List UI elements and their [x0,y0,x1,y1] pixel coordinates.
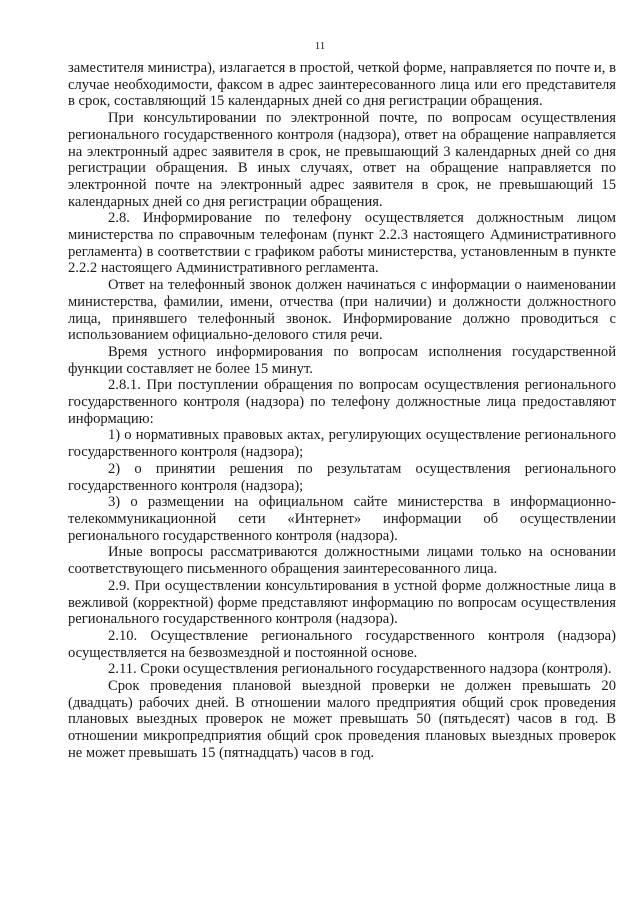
paragraph-2-10-free-basis: 2.10. Осуществление регионального государственного контроля (надзора) осуществляется на безвозмездной и постоянной основе. [68,627,616,661]
paragraph-reply-by-mail: заместителя министра), излагается в простой, четкой форме, направляется по почте и, в случае необходимости, факсом в адрес заинтересованного лица или его представителя в срок, составляющий 15 календарных дней со дня регистрации обращения. [68,60,616,110]
list-item-2-decisions: 2) о принятии решения по результатам осуществления регионального государственного контроля (надзора); [68,460,616,494]
paragraph-2-11-terms: 2.11. Сроки осуществления регионального государственного надзора (контроля). [108,661,612,678]
paragraph-phone-answer: Ответ на телефонный звонок должен начинаться с информации о наименовании министерства, фамилии, имени, отчества (при наличии) и должности должностного лица, принявшего телефонный звонок. Информирование должно проводиться с использованием официально-делового стиля речи. [68,277,616,344]
paragraph-inspection-duration: Срок проведения плановой выездной проверки не должен превышать 20 (двадцать) рабочих дней. В отношении малого предприятия общий срок проведения плановых выездных проверок не может превышать 50 (пятьдесят) часов в год. В отношении микропредприятия общий срок проведения плановых выездных проверок не может превышать 15 (пятнадцать) часов в год. [68,678,616,761]
paragraph-2-8-phone-info: 2.8. Информирование по телефону осуществляется должностным лицом министерства по справочным телефонам (пункт 2.2.3 настоящего Административного регламента) в соответствии с графиком работы министерства, установленным в пункте 2.2.2 настоящего Административного регламента. [68,210,616,277]
list-item-3-website-info: 3) о размещении на официальном сайте министерства в информационно-телекоммуникационной сети «Интернет» информации об осуществлении регионального государственного контроля (надзора). [68,494,616,544]
paragraph-other-questions: Иные вопросы рассматриваются должностными лицами только на основании соответствующего письменного обращения заинтересованного лица. [68,544,616,578]
paragraph-email-consulting: При консультировании по электронной почте, по вопросам осуществления регионального государственного контроля (надзора), ответ на обращение направляется на электронный адрес заявителя в срок, не превышающий 3 календарных дней со дня регистрации обращения. В иных случаях, ответ на обращение направляется по электронной почте на электронный адрес заявителя в срок, не превышающий 15 календарных дней со дня регистрации обращения. [68,110,616,210]
paragraph-oral-info-time: Время устного информирования по вопросам исполнения государственной функции составляет не более 15 минут. [68,343,616,377]
document-body [68,60,616,762]
paragraph-2-9-oral-consulting: 2.9. При осуществлении консультирования в устной форме должностные лица в вежливой (корректной) форме представляют информацию по вопросам осуществления регионального государственного контроля (надзора). [68,577,616,628]
paragraph-2-8-1-phone-requests: 2.8.1. При поступлении обращения по вопросам осуществления регионального государственного контроля (надзора) по телефону должностные лица предоставляют информацию: [68,377,616,427]
page-number: 11 [314,40,326,52]
list-item-1-normative-acts: 1) о нормативных правовых актах, регулирующих осуществление регионального государственного контроля (надзора); [68,427,616,461]
